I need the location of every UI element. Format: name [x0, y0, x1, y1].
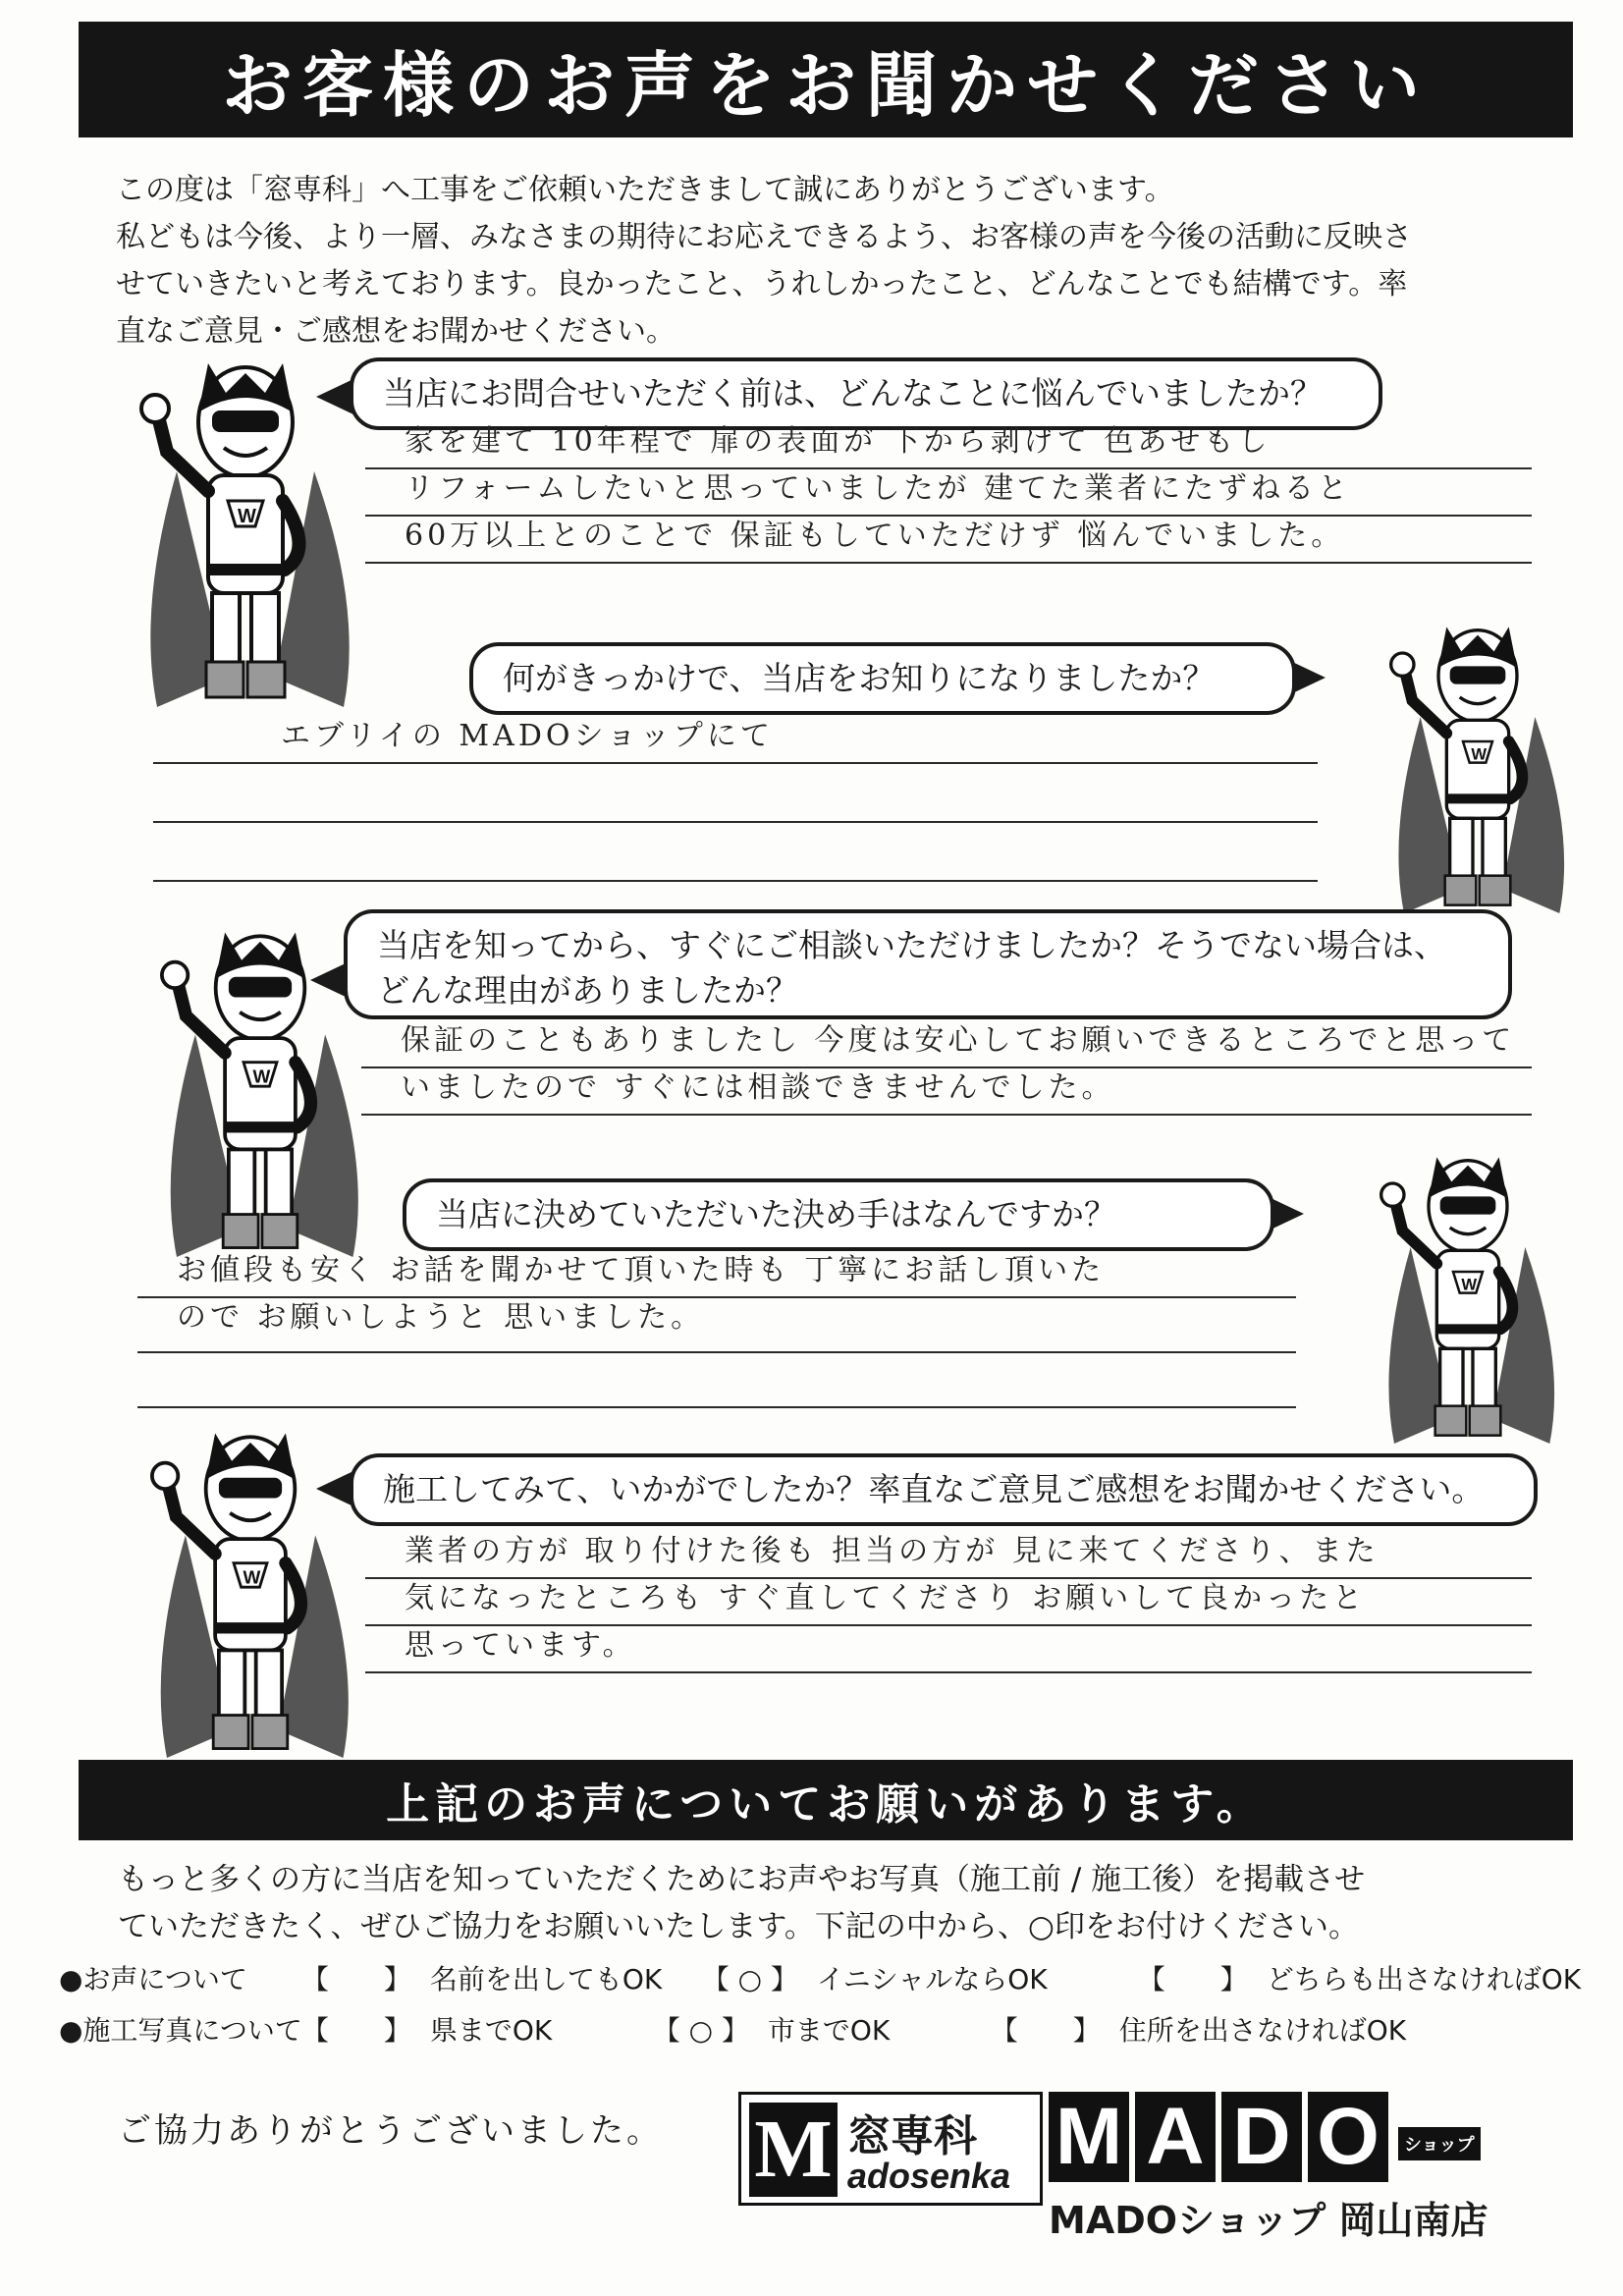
answer-line: いましたので すぐには相談できませんでした。: [361, 1068, 1532, 1116]
madosenka-roman: adosenka: [847, 2156, 1011, 2196]
answer-line: 業者の方が 取り付けた後も 担当の方が 見に来てくださり、また: [365, 1532, 1532, 1579]
answer-lines-1: [365, 422, 1532, 564]
bubble-tail: [310, 962, 348, 998]
answer-line: [361, 1116, 1532, 1145]
answer-line: リフォームしたいと思っていましたが 建てた業者にたずねると: [365, 469, 1532, 517]
page-title: お客様のお声をお聞かせください: [79, 22, 1573, 137]
question-text: 何がきっかけで、当店をお知りになりましたか？: [503, 659, 1216, 697]
question-bubble-3: [344, 909, 1512, 1019]
option-text: 住所を出さなければOK: [1118, 2014, 1407, 2047]
madosenka-kanji: 窓専科: [847, 2111, 977, 2161]
request-text: [118, 1856, 1551, 1950]
shop-tag: ショップ: [1398, 2127, 1481, 2160]
intro-line: せていきたいと考えております。良かったこと、うれしかったこと、どんなことでも結構です。率: [116, 267, 1408, 301]
option-text: イニシャルならOK: [816, 1963, 1048, 1995]
answer-lines-3: [361, 1021, 1532, 1145]
answer-line: [153, 764, 1318, 823]
intro-line: この度は「窓専科」へ工事をご依頼いただきまして誠にありがとうございます。: [116, 173, 1174, 207]
intro-text: [116, 167, 1549, 355]
request-line: もっと多くの方に当店を知っていただくためにお声やお写真（施工前 / 施工後）を掲載させ: [118, 1862, 1366, 1897]
option-checkbox[interactable]: 【 】: [300, 2014, 411, 2047]
answer-line: エブリイの MADOショップにて: [153, 717, 1318, 764]
question-text: どんな理由がありましたか？: [377, 971, 798, 1010]
option-checkbox[interactable]: 【 】: [1137, 1963, 1248, 1995]
option-text: 市までOK: [767, 2014, 891, 2047]
answer-line: お値段も安く お話を聞かせて頂いた時も 丁寧にお話し頂いた: [137, 1251, 1296, 1298]
answer-line: [137, 1353, 1296, 1408]
request-title: 上記のお声についてお願いがあります。: [79, 1760, 1573, 1840]
option-text: 県までOK: [429, 2014, 553, 2047]
option-text: 名前を出してもOK: [429, 1963, 663, 1995]
option-checkbox[interactable]: 【 】: [300, 1963, 411, 1995]
bubble-tail: [316, 1471, 353, 1506]
store-name: MADOショップ 岡山南店: [1049, 2199, 1488, 2242]
logo-letter: O: [1308, 2092, 1388, 2182]
question-bubble-2: [469, 642, 1296, 715]
question-bubble-1: [350, 357, 1382, 430]
request-line: ていただきたく、ぜひご協力をお願いいたします。下記の中から、○印をお付けください。: [118, 1909, 1359, 1944]
answer-lines-5: [365, 1532, 1532, 1673]
option-text: どちらも出さなければOK: [1266, 1963, 1582, 1995]
logo-letter: A: [1135, 2092, 1216, 2182]
question-bubble-4: [403, 1178, 1274, 1251]
answer-lines-2: [153, 717, 1318, 882]
option-label: ●施工写真について: [59, 2014, 302, 2047]
answer-lines-4: [137, 1251, 1296, 1408]
question-text: 当店に決めていただいた決め手はなんですか？: [436, 1195, 1116, 1233]
voice-options-row: [59, 1958, 1591, 1997]
mado-shop-logo: [1049, 2092, 1490, 2242]
question-text: 当店を知ってから、すぐにご相談いただけましたか？そうでない場合は、: [377, 926, 1446, 964]
answer-line: ので お願いしようと 思いました。: [137, 1298, 1296, 1353]
mascot-hero-icon: [1355, 1149, 1581, 1444]
mado-letters: [1049, 2092, 1388, 2182]
question-text: 施工してみて、いかがでしたか？率直なご意見ご感想をお聞かせください。: [383, 1470, 1485, 1508]
answer-line: 気になったところも すぐ直してくださり お願いして良かったと: [365, 1579, 1532, 1626]
mascot-hero-icon: [1365, 619, 1591, 913]
question-bubble-5: [350, 1453, 1538, 1526]
answer-line: [153, 823, 1318, 882]
logo-letter: M: [1049, 2092, 1129, 2182]
option-checkbox-circled[interactable]: 【 ○ 】: [701, 1963, 798, 1995]
answer-line: 家を建て 10年程で 扉の表面が 下から剥げて 色あせもし: [365, 422, 1532, 469]
option-label: ●お声について: [59, 1963, 247, 1995]
answer-line: 思っています。: [365, 1626, 1532, 1673]
intro-line: 直なご意見・ご感想をお聞かせください。: [116, 314, 676, 349]
answer-line: 保証のこともありましたし 今度は安心してお願いできるところでと思って: [361, 1021, 1532, 1068]
madosenka-logo: [738, 2092, 1043, 2206]
intro-line: 私どもは今後、より一層、みなさまの期待にお応えできるよう、お客様の声を今後の活動に反映さ: [116, 220, 1412, 254]
photo-options-row: [59, 2009, 1591, 2049]
question-text: 当店にお問合せいただく前は、どんなことに悩んでいましたか？: [383, 374, 1323, 412]
madosenka-mark-icon: M: [749, 2103, 838, 2197]
answer-line: 60万以上とのことで 保証もしていただけず 悩んでいました。: [365, 517, 1532, 564]
option-checkbox-circled[interactable]: 【 ○ 】: [652, 2014, 749, 2047]
bubble-tail: [316, 379, 353, 414]
logo-letter: D: [1221, 2092, 1302, 2182]
option-checkbox[interactable]: 【 】: [990, 2014, 1101, 2047]
thanks-text: ご協力ありがとうございました。: [118, 2111, 663, 2151]
